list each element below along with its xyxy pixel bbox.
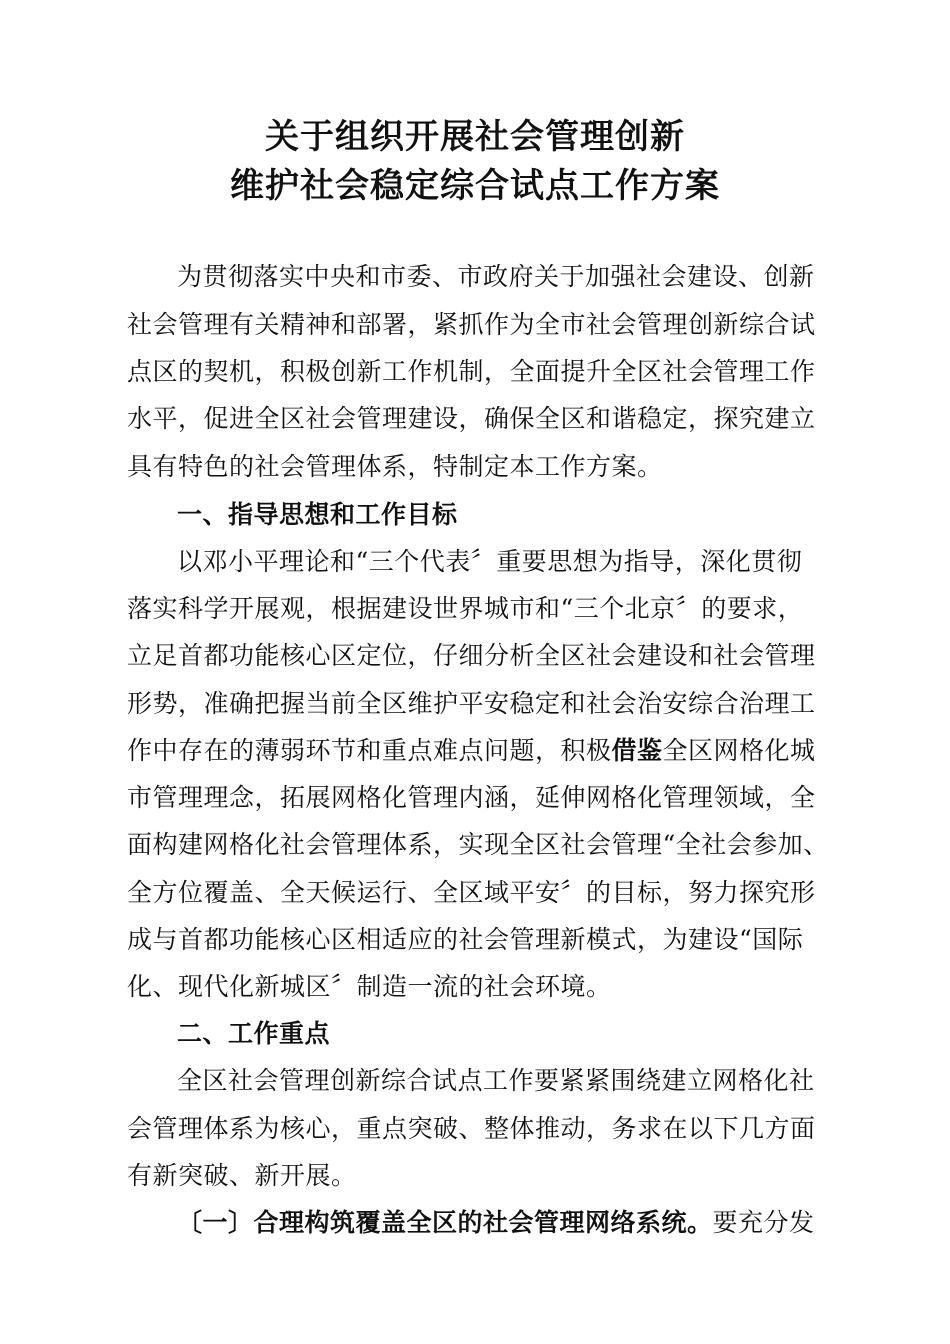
section-1-line-1: 以邓小平理论和“三个代表〞重要思想为指导，深化贯彻 <box>177 547 803 576</box>
section-2-line-1: 全区社会管理创新综合试点工作要紧紧围绕建立网格化社 <box>177 1066 815 1095</box>
intro-line-3: 点区的契机，积极创新工作机制，全面提升全区社会管理工作 <box>127 357 816 386</box>
section-2-heading: 二、工作重点 <box>177 1019 331 1048</box>
intro-line-2: 社会管理有关精神和部署，紧抓作为全市社会管理创新综合试 <box>127 310 816 339</box>
section-1-line-8: 全方位覆盖、全天候运行、全区域平安〞的目标，努力探究形 <box>127 878 816 907</box>
item-1-text: 要充分发 <box>712 1208 815 1237</box>
section-1-line-9: 成与首都功能核心区相适应的社会管理新模式，为建设“国际 <box>127 925 804 954</box>
item-1-line <box>177 1208 907 1238</box>
section-2-line-2: 会管理体系为核心，重点突破、整体推动，务求在以下几方面 <box>127 1114 816 1143</box>
item-1-heading: 〔一〕合理构筑覆盖全区的社会管理网络系统。 <box>177 1208 713 1237</box>
section-1-heading: 一、指导思想和工作目标 <box>177 500 458 529</box>
section-1-line-2: 落实科学开展观，根据建设世界城市和“三个北京〞的要求， <box>127 594 804 623</box>
section-1-line-6: 市管理理念，拓展网格化管理内涵，延伸网格化管理领域，全 <box>127 783 816 812</box>
intro-line-5: 具有特色的社会管理体系，特制定本工作方案。 <box>127 452 663 481</box>
document-title-line-2: 维护社会稳定综合试点工作方案 <box>230 166 720 206</box>
section-1-line-3: 立足首都功能核心区定位，仔细分析全区社会建设和社会管理 <box>127 641 816 670</box>
document-title-line-1: 关于组织开展社会管理创新 <box>265 117 685 157</box>
section-1-line-5 <box>127 736 857 766</box>
intro-line-4: 水平，促进全区社会管理建设，确保全区和谐稳定，探究建立 <box>127 404 816 433</box>
intro-line-1: 为贯彻落实中央和市委、市政府关于加强社会建设、创新 <box>177 262 815 291</box>
section-1-line-4: 形势，准确把握当前全区维护平安稳定和社会治安综合治理工 <box>127 689 816 718</box>
section-1-line-5-start: 作中存在的薄弱环节和重点难点问题，积极 <box>127 736 612 765</box>
bold-term: 借鉴 <box>611 736 663 765</box>
section-1-line-7: 面构建网格化社会管理体系，实现全区社会管理“全社会参加、 <box>127 830 829 859</box>
section-2-line-3: 有新突破、新开展。 <box>127 1161 357 1190</box>
section-1-line-5-end: 全区网格化城 <box>662 736 816 765</box>
section-1-line-10: 化、现代化新城区〞制造一流的社会环境。 <box>127 972 612 1001</box>
